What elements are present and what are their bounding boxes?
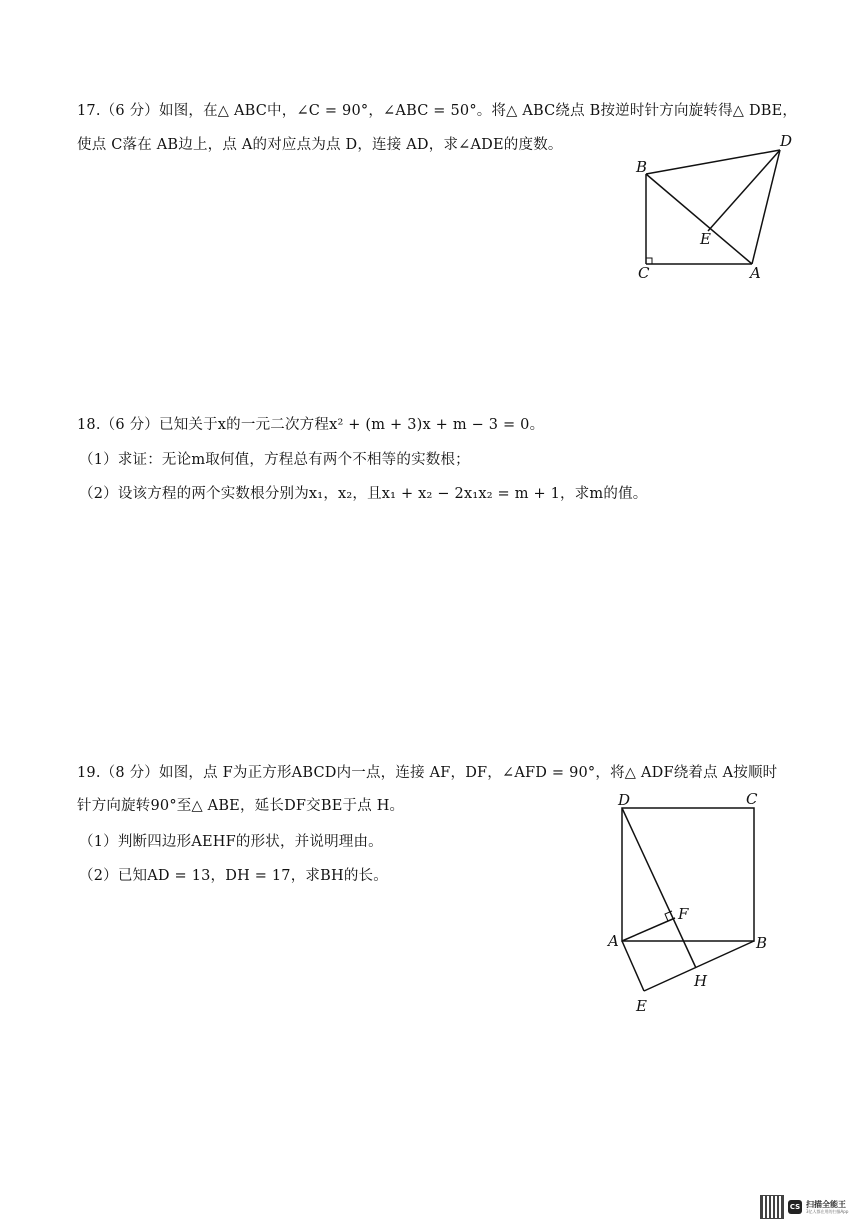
- q18-part-2: （2）设该方程的两个实数根分别为x₁，x₂，且x₁ + x₂ − 2x₁x₂ = m + 1，求m的值。: [79, 486, 648, 502]
- qr-code-icon: [760, 1195, 784, 1219]
- segment-af: [622, 918, 675, 941]
- camscanner-logo: CS: [788, 1200, 802, 1214]
- watermark-title: 扫描全能王: [806, 1199, 846, 1209]
- label-e: E: [636, 997, 647, 1015]
- watermark-subtitle: 3亿人都在用的扫描App: [806, 1208, 849, 1214]
- segment-de: [708, 150, 780, 231]
- q17-line-1: 17.（6 分）如图，在△ ABC中，∠C = 90°，∠ABC = 50°。将△ ABC绕点 B按逆时针方向旋转得△ DBE，: [77, 103, 798, 119]
- segment-dh: [622, 808, 696, 968]
- q19-figure: [600, 785, 790, 1020]
- label-d: D: [618, 791, 631, 809]
- q18-part-1: （1）求证：无论m取何值，方程总有两个不相等的实数根；: [79, 452, 470, 468]
- q19-part-2: （2）已知AD = 13，DH = 17，求BH的长。: [79, 868, 388, 884]
- label-c: C: [746, 790, 758, 808]
- label-a: A: [608, 932, 619, 950]
- label-e: E: [700, 230, 711, 248]
- segment-bd: [646, 150, 780, 174]
- segment-ba: [646, 174, 752, 264]
- label-c: C: [638, 264, 650, 282]
- q19-line-1: 19.（8 分）如图，点 F为正方形ABCD内一点，连接 AF，DF，∠AFD = 90°，将△ ADF绕着点 A按顺时: [77, 765, 778, 781]
- q17-line-2: 使点 C落在 AB边上，点 A的对应点为点 D，连接 AD，求∠ADE的度数。: [77, 137, 563, 153]
- q19-part-1: （1）判断四边形AEHF的形状，并说明理由。: [79, 834, 383, 850]
- q19-line-2: 针方向旋转90°至△ ABE，延长DF交BE于点 H。: [77, 798, 405, 814]
- watermark-text: [806, 1200, 848, 1215]
- segment-ae: [622, 941, 644, 991]
- label-b: B: [636, 158, 648, 176]
- q17-figure: [630, 128, 800, 284]
- label-h: H: [694, 972, 708, 990]
- label-f: F: [678, 905, 689, 923]
- label-a: A: [750, 264, 761, 282]
- scanner-watermark: [760, 1195, 855, 1219]
- label-b: B: [756, 934, 768, 952]
- segment-da: [752, 150, 780, 264]
- label-d: D: [780, 132, 793, 150]
- q18-line-1: 18.（6 分）已知关于x的一元二次方程x² + (m + 3)x + m − 3 = 0。: [77, 417, 545, 433]
